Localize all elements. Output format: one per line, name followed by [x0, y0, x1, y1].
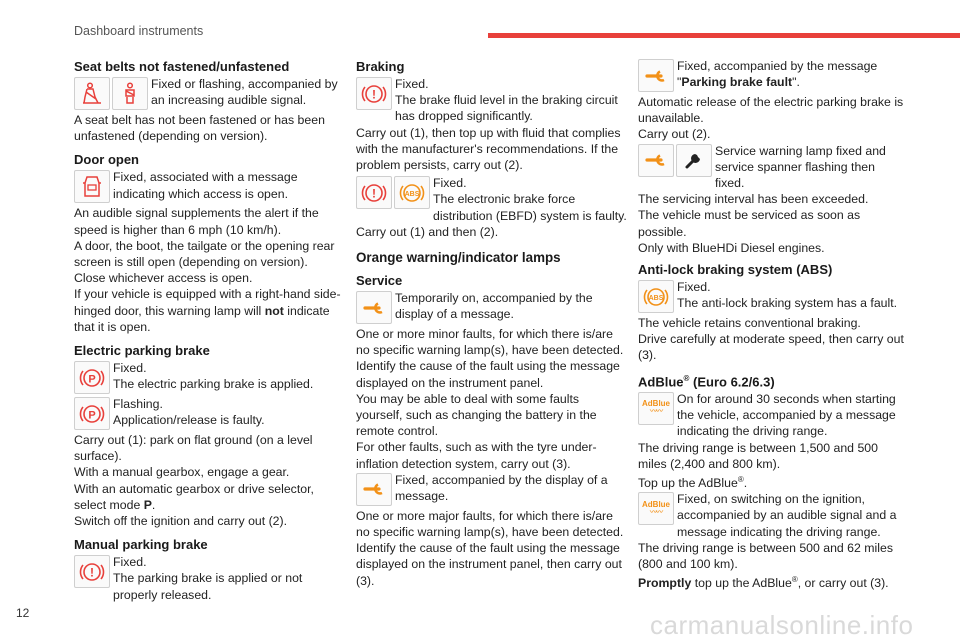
- svg-text:!: !: [372, 87, 376, 101]
- epb-fault-line: Carry out (2).: [638, 127, 711, 142]
- svg-text:P: P: [88, 373, 96, 386]
- abs-heading: Anti-lock braking system (ABS): [638, 262, 833, 278]
- adblue-lamps-2: [638, 492, 674, 525]
- header-accent-bar: [488, 33, 960, 38]
- service-lamps: [356, 291, 392, 324]
- door-lamps: [74, 170, 110, 203]
- abs-icon: [638, 280, 674, 313]
- adblue-heading: AdBlue® (Euro 6.2/6.3): [638, 373, 775, 389]
- epb-lamp2-a: Flashing.: [113, 397, 163, 412]
- abs-icon: [394, 176, 430, 209]
- epb-line: With a manual gearbox, engage a gear.: [74, 465, 290, 480]
- door-open-icon: [74, 170, 110, 203]
- service-spanner-icon: [356, 473, 392, 506]
- epb-auto-text: With an automatic gearbox or drive selector, select mode P.: [74, 481, 314, 512]
- adblue-lamps: [638, 392, 674, 425]
- epb-lamp2-b: Application/release is faulty.: [113, 413, 265, 428]
- service-spanner-icon: [638, 59, 674, 92]
- brake-warning-icon: [356, 176, 392, 209]
- mpb-lamp-a: Fixed.: [113, 555, 147, 570]
- adblue-range-line-2: The driving range is between 500 and 62 miles (800 and 100 km).: [638, 540, 893, 572]
- service-line: Identify the cause of the fault using the message displayed on the instrument panel.: [356, 359, 620, 390]
- abs-lamp-a: Fixed.: [677, 280, 711, 295]
- adblue-topup-line: Top up the AdBlue®.: [638, 474, 748, 491]
- ebfd-lamp-a: Fixed.: [433, 176, 467, 191]
- seatbelt-text: A seat belt has not been fastened or has been unfastened (depending on version).: [74, 113, 325, 144]
- epb-fault-lamp-text: Fixed, accompanied by the message "Parking brake fault".: [677, 59, 878, 90]
- column-3: [638, 58, 904, 592]
- servicing-lamp-text: Service warning lamp fixed and service spanner flashing then fixed.: [715, 143, 886, 191]
- door-rh-text: If your vehicle is equipped with a right-hand side-hinged door, this warning lamp will not indicate that it is open.: [74, 287, 341, 334]
- mpb-heading: Manual parking brake: [74, 537, 208, 553]
- abs-line: Drive carefully at moderate speed, then carry out (3).: [638, 332, 904, 363]
- spanner-icon: [676, 144, 712, 177]
- door-line: Close whichever access is open.: [74, 271, 253, 286]
- servicing-line: The servicing interval has been exceeded.: [638, 192, 869, 207]
- svg-text:!: !: [372, 186, 376, 201]
- parking-brake-icon: [74, 397, 110, 430]
- adblue-lamp2-text: Fixed, on switching on the ignition, accompanied by an audible signal and a message indicating the driving range.: [677, 492, 897, 539]
- service-line2: Identify the cause of the fault using the message displayed on the instrument panel, then carry out (3).: [356, 541, 622, 588]
- epb-line: Carry out (1): park on flat ground (on a level surface).: [74, 433, 313, 464]
- servicing-line: Only with BlueHDi Diesel engines.: [638, 240, 825, 255]
- ebfd-lamps: [356, 176, 430, 209]
- seatbelt-icon: [74, 77, 110, 110]
- adblue-lamp-text: On for around 30 seconds when starting the vehicle, accompanied by a message indicating the driving range.: [677, 391, 896, 439]
- watermark: carmanualsonline.info: [650, 610, 914, 640]
- column-1: [74, 58, 346, 603]
- service-line: You may be able to deal with some faults yourself, such as changing the battery in the remote control.: [356, 391, 597, 439]
- adblue-prompt-line: Promptly top up the AdBlue®, or carry out (3).: [638, 575, 889, 591]
- seatbelt-rear-icon: [112, 77, 148, 110]
- adblue-range-line: The driving range is between 1,500 and 500 miles (2,400 and 800 km).: [638, 440, 878, 471]
- braking-lamp-b: The brake fluid level in the braking circuit has dropped significantly.: [395, 93, 618, 124]
- door-lamp-text: Fixed, associated with a message indicating which access is open.: [113, 170, 298, 201]
- braking-last-line: Carry out (1) and then (2).: [356, 224, 499, 239]
- seatbelt-lamp-text: Fixed or flashing, accompanied by an increasing audible signal.: [151, 77, 338, 108]
- page-number: 12: [16, 606, 30, 620]
- mpb-lamp-b: The parking brake is applied or not properly released.: [113, 571, 303, 602]
- svg-text:ABS: ABS: [404, 190, 420, 198]
- adblue-icon: AdBlue 〰〰: [638, 492, 674, 525]
- seatbelt-heading: Seat belts not fastened/unfastened: [74, 59, 290, 74]
- orange-lamps-heading: Orange warning/indicator lamps: [356, 250, 561, 266]
- service-line2: One or more major faults, for which there is/are no specific warning lamp(s), have been detected.: [356, 508, 624, 540]
- abs-line: The vehicle retains conventional braking.: [638, 316, 861, 331]
- service-heading: Service: [356, 273, 403, 289]
- abs-lamp-b: The anti-lock braking system has a fault.: [677, 296, 898, 311]
- service-line: One or more minor faults, for which there is/are no specific warning lamp(s), have been detected.: [356, 327, 624, 358]
- epb-heading: Electric parking brake: [74, 343, 210, 359]
- mpb-lamps: [74, 555, 110, 588]
- braking-text: Carry out (1), then top up with fluid that complies with the manufacturer's recommendations. If the problem persists, carry out (2).: [356, 125, 621, 173]
- parking-brake-icon: [74, 361, 110, 394]
- service-spanner-icon: [638, 144, 674, 177]
- epb-lamp1-a: Fixed.: [113, 361, 147, 376]
- abs-lamps: [638, 280, 674, 313]
- door-line: An audible signal supplements the alert if the speed is higher than 6 mph (10 km/h).: [74, 206, 319, 237]
- epb-fault-line: Automatic release of the electric parking brake is unavailable.: [638, 95, 904, 126]
- brake-warning-icon: [74, 555, 110, 588]
- braking-lamp-a: Fixed.: [395, 77, 429, 91]
- epb-lamp-fixed: [74, 361, 110, 394]
- braking-heading: Braking: [356, 59, 405, 74]
- ebfd-lamp-b: The electronic brake force distribution (EBFD) system is faulty.: [433, 192, 627, 223]
- braking-lamps: [356, 77, 392, 110]
- adblue-icon: AdBlue 〰〰: [638, 392, 674, 425]
- brake-warning-icon: [356, 77, 392, 110]
- service-lamps-major: [356, 473, 392, 506]
- door-line: A door, the boot, the tailgate or the opening rear screen is still open (depending on version).: [74, 238, 335, 270]
- svg-text:P: P: [88, 409, 96, 422]
- door-heading: Door open: [74, 152, 139, 168]
- epb-lamp-flashing: [74, 397, 110, 430]
- service-spanner-icon: [356, 291, 392, 324]
- epb-lamp1-b: The electric parking brake is applied.: [113, 377, 314, 392]
- seatbelt-lamps: [74, 77, 148, 110]
- service-lamp-text: Temporarily on, accompanied by the display of a message.: [395, 291, 593, 322]
- service-lamp2-text: Fixed, accompanied by the display of a message.: [395, 472, 608, 504]
- servicing-line: The vehicle must be serviced as soon as possible.: [638, 208, 861, 239]
- epb-last-line: Switch off the ignition and carry out (2).: [74, 514, 288, 529]
- svg-text:ABS: ABS: [648, 294, 664, 302]
- epb-fault-lamps: [638, 59, 674, 92]
- svg-text:!: !: [90, 565, 94, 580]
- service-line: For other faults, such as with the tyre under-inflation detection system, carry out (3).: [356, 440, 597, 471]
- column-2: [356, 58, 628, 589]
- servicing-lamps: [638, 144, 712, 177]
- section-title: Dashboard instruments: [74, 24, 204, 38]
